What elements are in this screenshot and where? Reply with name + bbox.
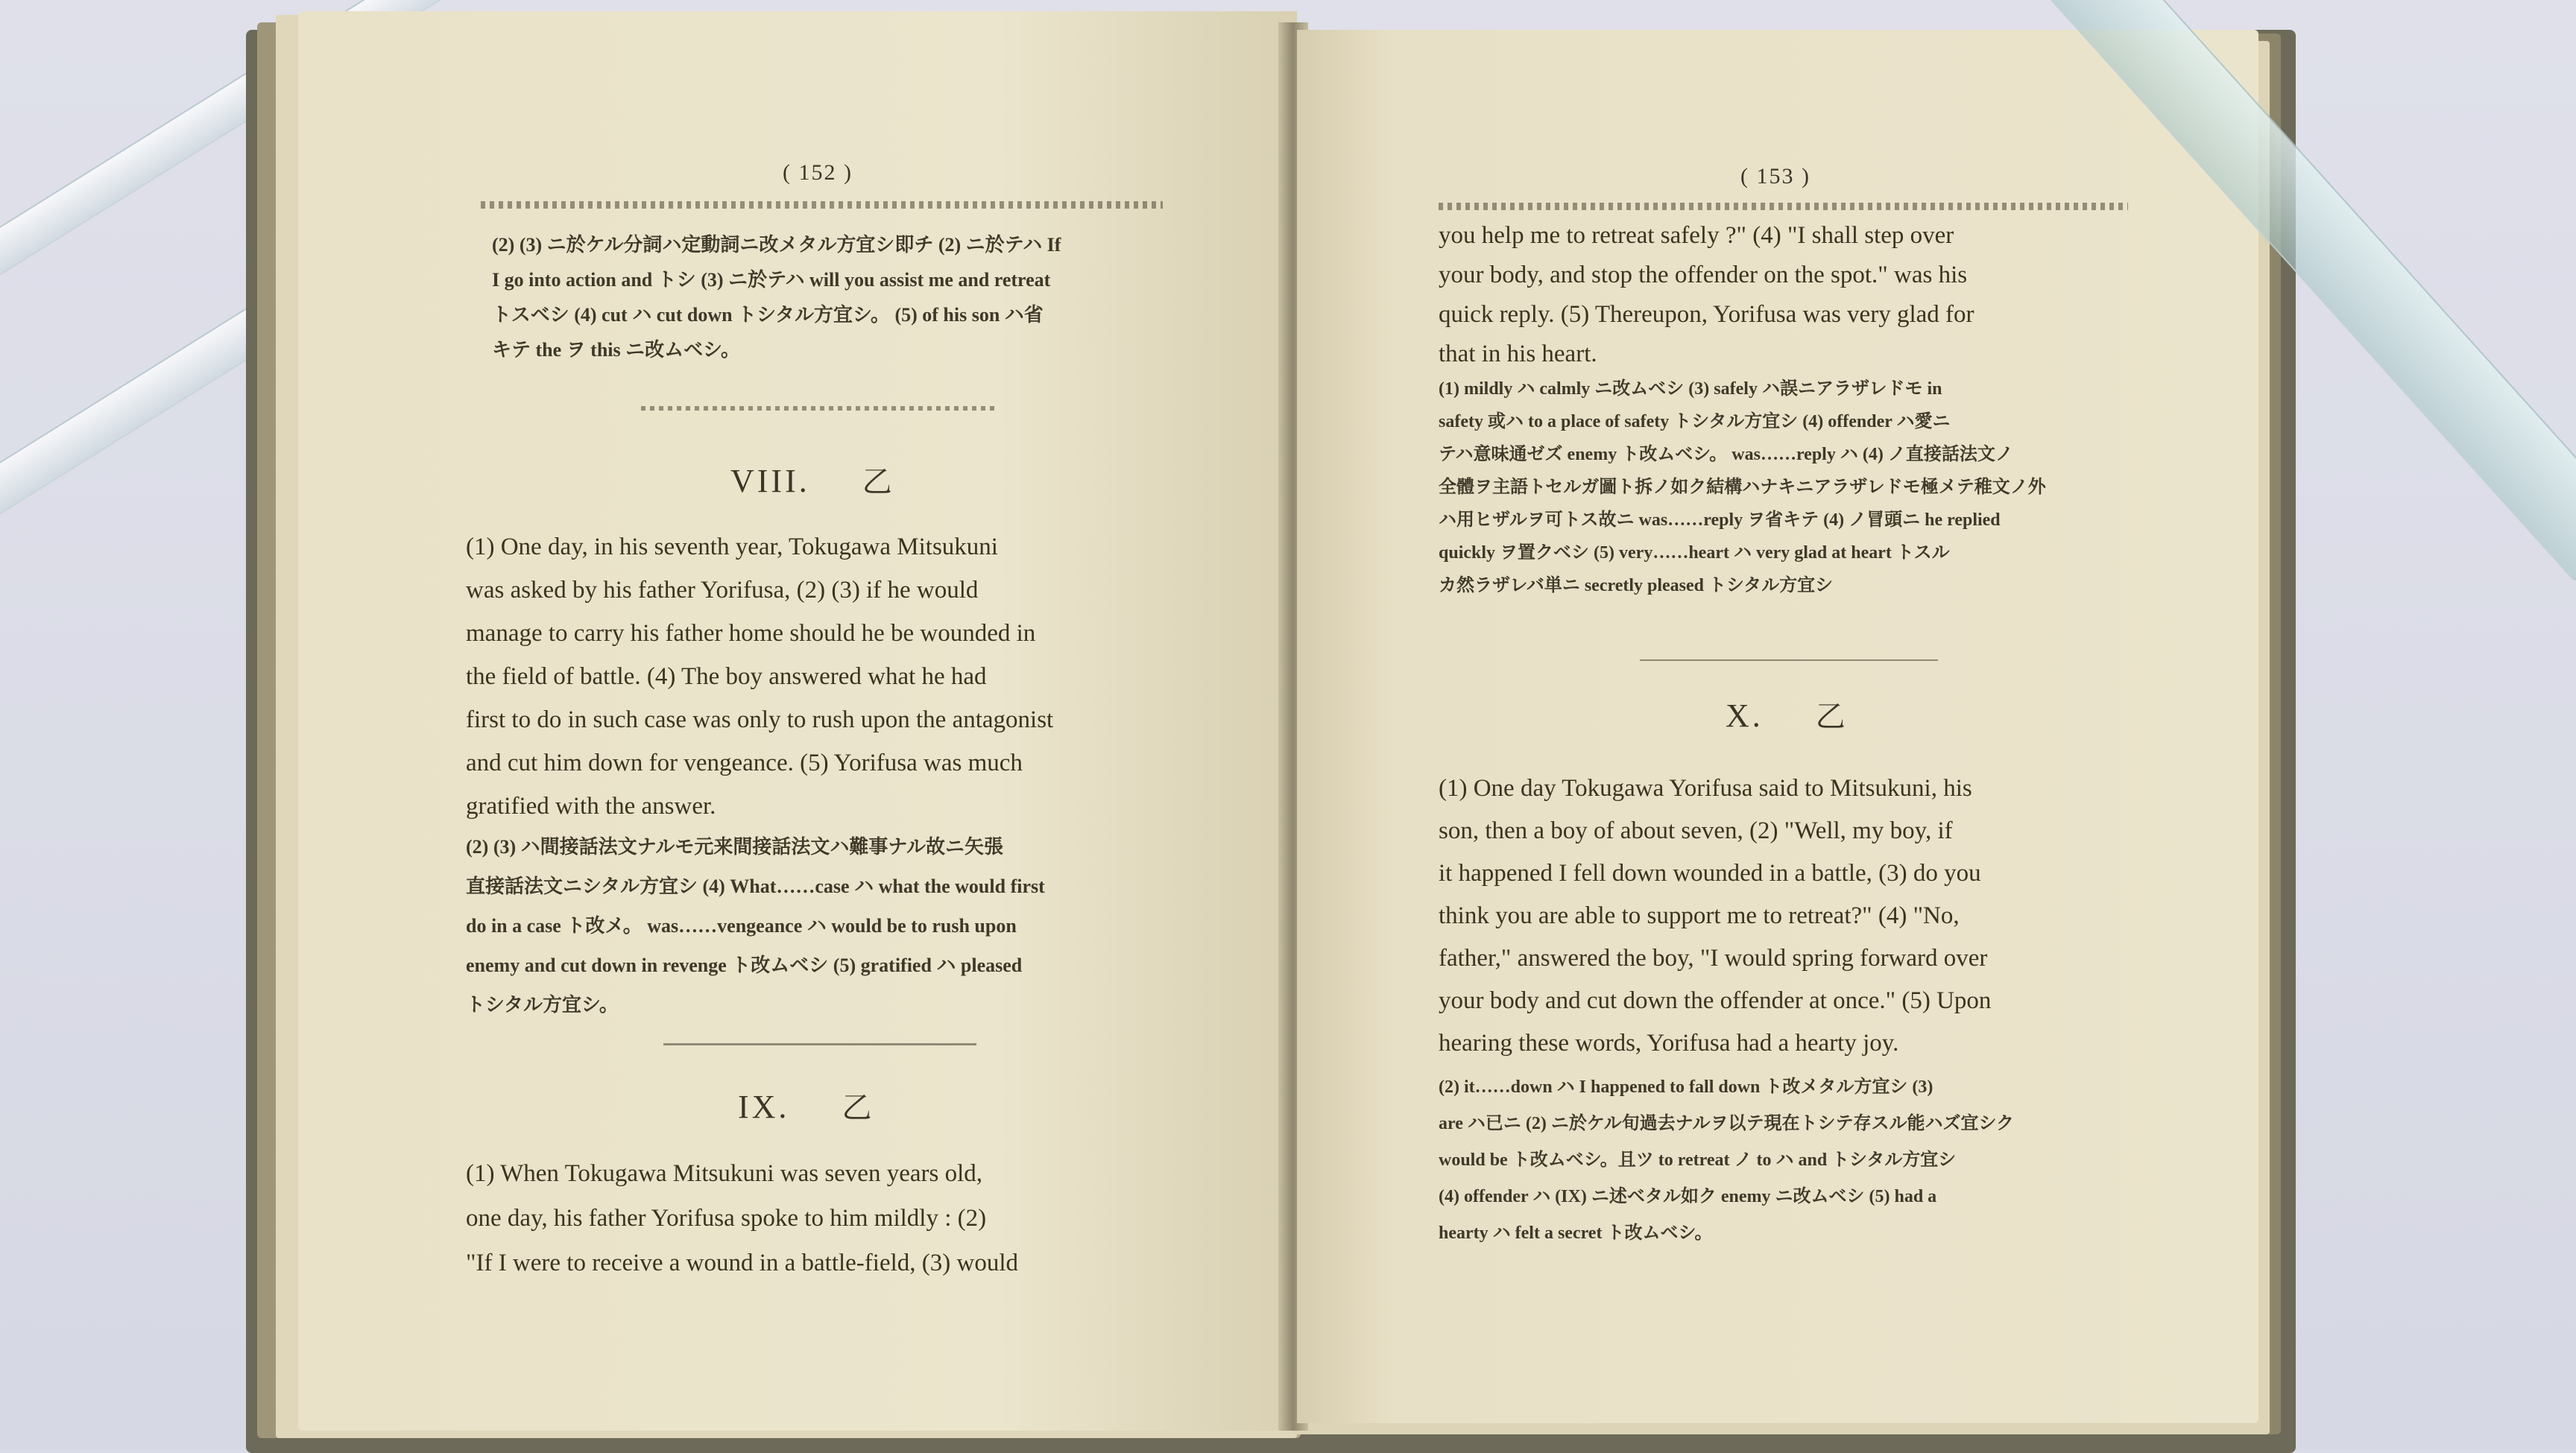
body-line: it happened I fell down wounded in a battle, (3) do you [1439,860,1981,887]
header-wavy-rule [1439,203,2128,210]
continued-notes [1439,373,2154,602]
body-line: and cut him down for vengeance. (5) Yorifusa was much [466,750,1023,776]
section-divider [663,1043,976,1045]
body-line: the field of battle. (4) The boy answered what he had [466,663,987,690]
body-line: that in his heart. [1439,341,1597,367]
section-x-body [1439,767,2162,1065]
note-line: (1) mildly ハ calmly ニ改ムベシ (3) safely ハ誤ニアラザレドモ in [1439,379,1942,399]
note-line: are ハ已ニ (2) ニ於ケル旬過去ナルヲ以テ現在トシテ存スル能ハズ宜シク [1439,1114,2014,1133]
body-line: "If I were to receive a wound in a battle-field, (3) would [466,1250,1019,1276]
section-number: IX. [738,1089,790,1125]
page-number: ( 152 ) [783,160,853,185]
section-number: VIII. [730,463,810,499]
body-line: your body, and stop the offender on the spot." was his [1439,262,1968,288]
note-line: would be ト改ムベシ。且ツ to retreat ノ to ハ and トシタル方宜シ [1439,1150,1957,1170]
body-line: you help me to retreat safely ?" (4) "I shall step over [1439,222,1954,249]
note-line: (2) (3) ハ間接話法文ナルモ元来間接話法文ハ難事ナル故ニ矢張 [466,836,1004,858]
section-viii-body [466,525,1181,828]
note-line: do in a case ト改メ。 was……vengeance ハ would be to rush upon [466,915,1017,937]
section-mark: 乙 [862,465,895,498]
note-line: I go into action and トシ (3) ニ於テハ will you assist me and retreat [492,269,1051,291]
note-line: トシタル方宜シ。 [466,994,619,1016]
body-line: was asked by his father Yorifusa, (2) (3) if he would [466,577,979,604]
left-page [298,11,1297,1431]
section-ix-body [466,1151,1196,1285]
body-line: father," answered the boy, "I would spring forward over [1439,945,1988,972]
body-line: manage to carry his father home should he be wounded in [466,620,1036,647]
note-line: (4) offender ハ (IX) ニ述ベタル如ク enemy ニ改ムベシ (5) had a [1439,1187,1937,1206]
note-line: トスベシ (4) cut ハ cut down トシタル方宜シ。 (5) of his son ハ省 [492,304,1044,326]
note-line: (2) (3) ニ於ケル分詞ハ定動詞ニ改メタル方宜シ即チ (2) ニ於テハ If [492,234,1061,256]
body-line: quick reply. (5) Thereupon, Yorifusa was very glad for [1439,301,1974,328]
body-line: one day, his father Yorifusa spoke to him mildly : (2) [466,1205,987,1232]
body-line: son, then a boy of about seven, (2) "Well, my boy, if [1439,817,1953,844]
body-line: your body and cut down the offender at once." (5) Upon [1439,987,1992,1014]
right-page [1297,30,2258,1423]
section-heading-x [1726,693,1849,735]
continued-body [1439,216,2154,374]
note-line: テハ意味通ゼズ enemy ト改ムベシ。 was……reply ハ (4) ノ直接話法文ノ [1439,445,2013,464]
body-line: first to do in such case was only to rush upon the antagonist [466,706,1054,733]
note-line: quickly ヲ置クベシ (5) very……heart ハ very glad at heart トスル [1439,543,1950,563]
note-line: カ然ラザレバ単ニ secretly pleased トシタル方宜シ [1439,576,1834,595]
page-number: ( 153 ) [1740,164,1811,189]
note-line: safety 或ハ to a place of safety トシタル方宜シ (4) offender ハ愛ニ [1439,412,1951,431]
body-line: (1) When Tokugawa Mitsukuni was seven years old, [466,1160,982,1187]
note-line: 全體ヲ主語トセルガ圖ト拆ノ如ク結構ハナキニアラザレドモ極メテ稚文ノ外 [1439,478,2046,497]
note-line: (2) it……down ハ I happened to fall down ト改メタル方宜シ (3) [1439,1077,1933,1097]
body-line: (1) One day Tokugawa Yorifusa said to Mitsukuni, his [1439,775,1972,802]
section-heading-ix [738,1084,874,1127]
section-number: X. [1726,697,1764,734]
section-heading-viii [730,458,895,501]
body-line: think you are able to support me to retreat?" (4) "No, [1439,902,1960,929]
note-line: ハ用ヒザルヲ可トス故ニ was……reply ヲ省キテ (4) ノ冒頭ニ he replied [1439,510,2001,530]
body-line: gratified with the answer. [466,793,716,820]
section-divider [1640,659,1938,661]
section-wavy-rule [641,406,999,411]
note-line: hearty ハ felt a secret ト改ムベシ。 [1439,1224,1713,1243]
top-notes [492,227,1178,367]
body-line: (1) One day, in his seventh year, Tokugawa Mitsukuni [466,534,998,560]
note-line: enemy and cut down in revenge ト改ムベシ (5) gratified ハ pleased [466,955,1023,976]
note-line: キテ the ヲ this ニ改ムベシ。 [492,339,741,361]
section-x-notes [1439,1069,2162,1252]
section-mark: 乙 [842,1091,875,1124]
body-line: hearing these words, Yorifusa had a hearty joy. [1439,1030,1899,1057]
header-wavy-rule [481,201,1163,209]
section-mark: 乙 [1815,700,1849,733]
note-line: 直接話法文ニシタル方宜シ (4) What……case ハ what the would first [466,876,1045,897]
section-viii-notes [466,827,1181,1025]
